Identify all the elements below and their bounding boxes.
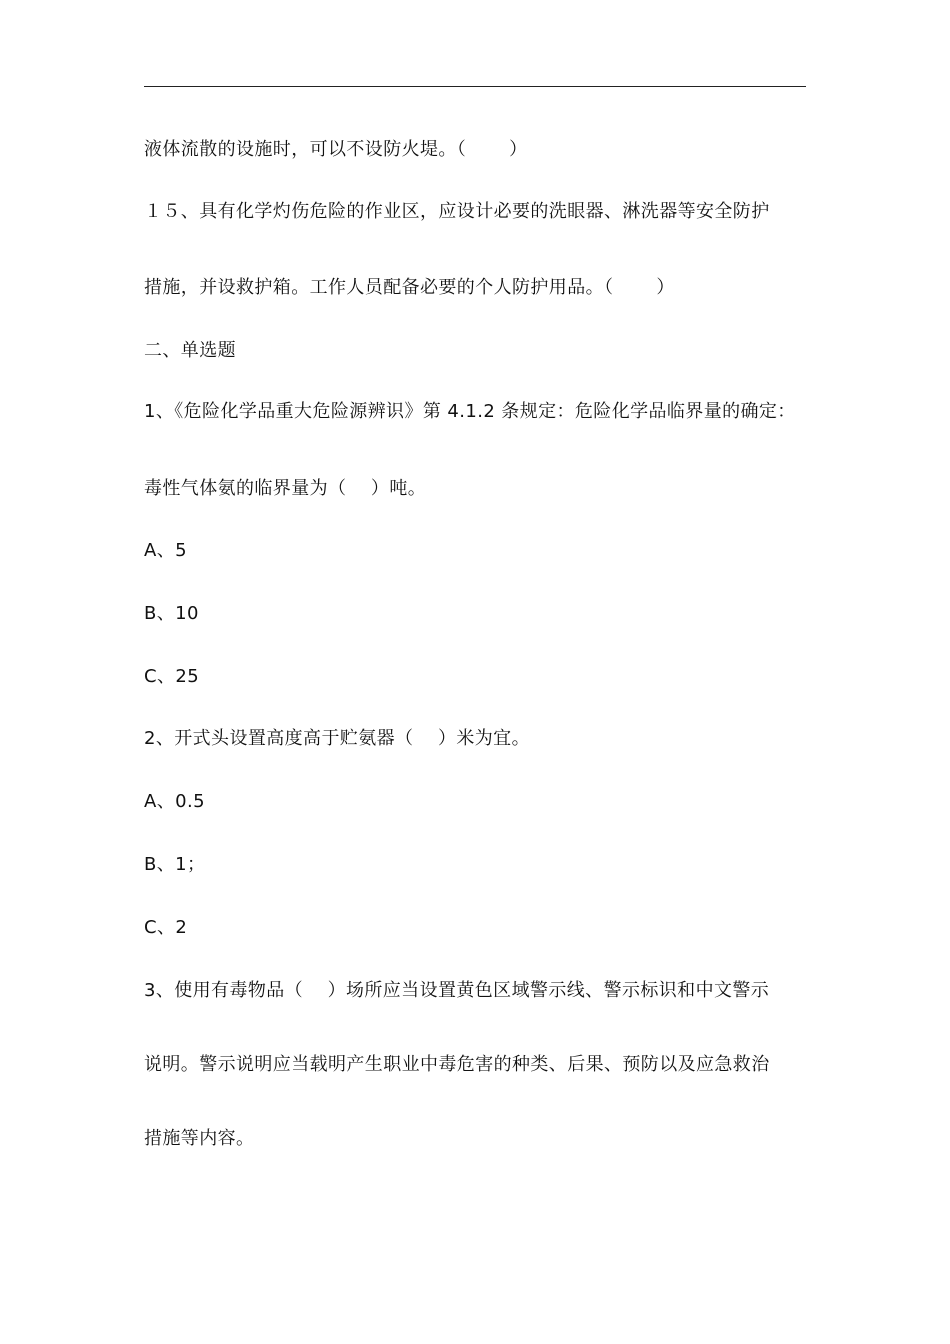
- question-15-line-2: 措施，并设救护箱。工作人员配备必要的个人防护用品。（ ）: [144, 277, 675, 298]
- header-rule: [144, 86, 806, 87]
- question-15-line-1: １５、具有化学灼伤危险的作业区，应设计必要的洗眼器、淋洗器等安全防护: [144, 201, 770, 222]
- mc-question-1-line-2: 毒性气体氨的临界量为（ ）吨。: [144, 478, 427, 499]
- section-heading: 二、单选题: [144, 340, 236, 361]
- mc-question-3-line-1: 3、使用有毒物品（ ）场所应当设置黄色区域警示线、警示标识和中文警示: [144, 980, 770, 1001]
- mc-question-1-option-a: A、5: [144, 540, 187, 561]
- mc-question-1-line-1: 1、《危险化学品重大危险源辨识》第 4.1.2 条规定：危险化学品临界量的确定：: [144, 401, 796, 422]
- mc-question-3-line-2: 说明。警示说明应当载明产生职业中毒危害的种类、后果、预防以及应急救治: [144, 1054, 770, 1075]
- mc-question-2-option-a: A、0.5: [144, 791, 205, 812]
- mc-question-2: 2、开式头设置高度高于贮氨器（ ）米为宜。: [144, 728, 530, 749]
- mc-question-2-option-b: B、1；: [144, 854, 206, 875]
- mc-question-1-option-b: B、10: [144, 603, 199, 624]
- mc-question-1-option-c: C、25: [144, 666, 200, 687]
- question-14-continuation: 液体流散的设施时，可以不设防火堤。（ ）: [144, 139, 528, 160]
- mc-question-2-option-c: C、2: [144, 917, 188, 938]
- mc-question-3-line-3: 措施等内容。: [144, 1128, 255, 1149]
